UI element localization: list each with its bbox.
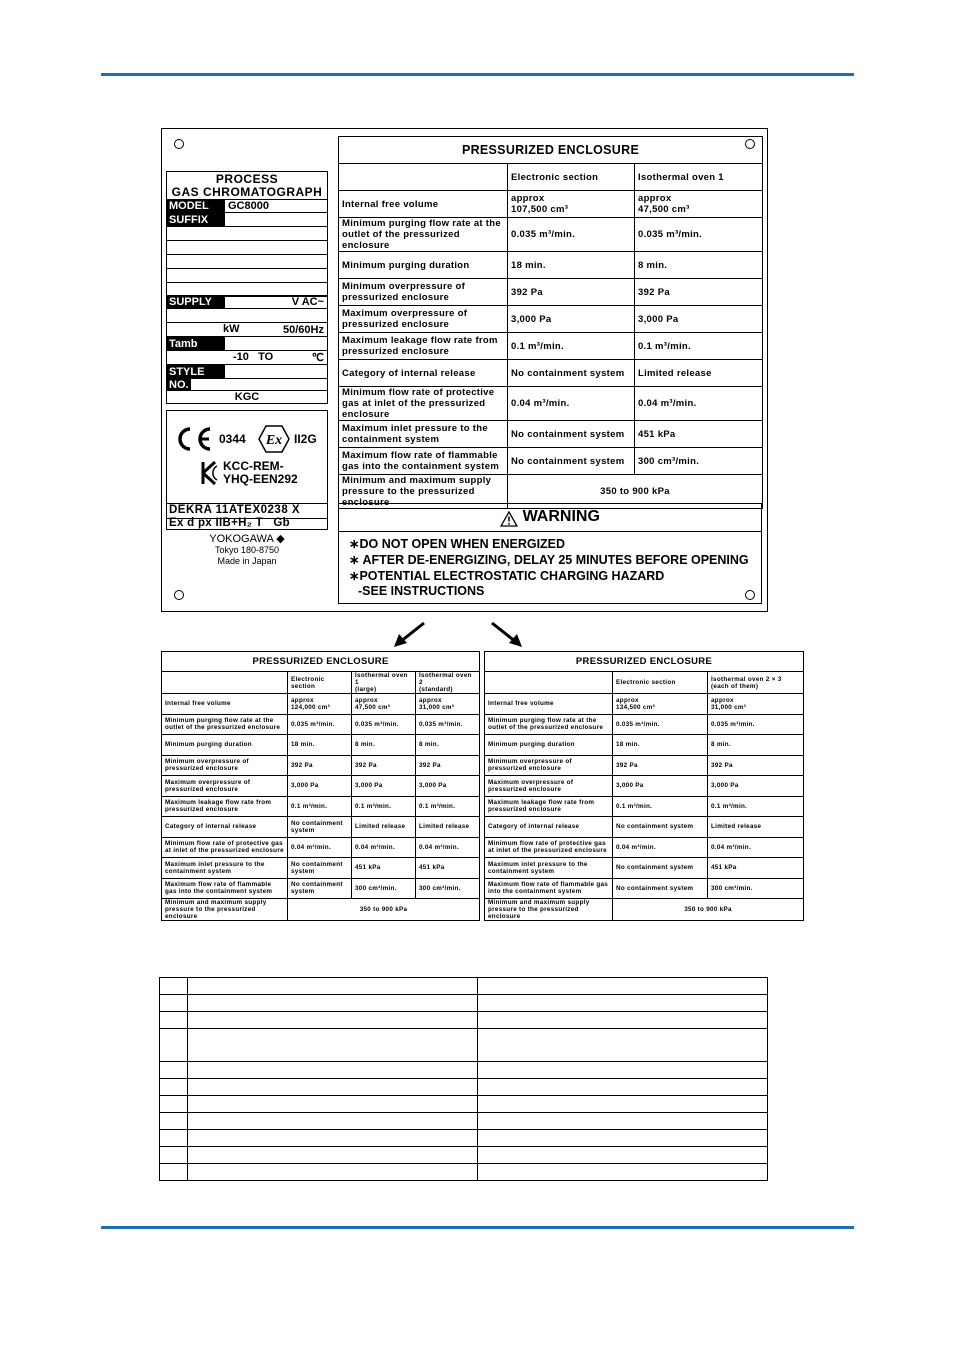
table-row: [485, 776, 804, 797]
tamb-value: -10 TO: [233, 351, 274, 363]
blank-cell: [160, 995, 188, 1012]
ex-hexagon-icon: [258, 425, 290, 453]
table-row: [339, 218, 763, 252]
tamb-row: [167, 337, 327, 351]
row-value: 451 kPa: [635, 421, 763, 448]
table-row: [160, 1029, 768, 1062]
row-label: Minimum overpressure of pressurized enclosure: [339, 279, 508, 306]
table-title: PRESSURIZED ENCLOSURE: [485, 652, 804, 672]
blank-cell: [188, 1062, 478, 1079]
row-value: 18 min.: [613, 735, 708, 756]
row-label: Minimum purging duration: [339, 252, 508, 279]
column-header: Electronic section: [288, 672, 352, 694]
blank-cell: [160, 1079, 188, 1096]
table-row: [485, 858, 804, 879]
supply-pressure-value: 350 to 900 kPa: [613, 899, 804, 921]
row-label: Maximum inlet pressure to the containment system: [485, 858, 613, 879]
row-label: Category of internal release: [162, 817, 288, 838]
style-label: STYLE: [167, 365, 225, 378]
row-value: 0.04 m³/min.: [635, 387, 763, 421]
table-row: [162, 694, 480, 715]
frequency-value: 50/60Hz: [283, 323, 324, 336]
row-value: 392 Pa: [635, 279, 763, 306]
row-value: Limited release: [352, 817, 416, 838]
row-value: 392 Pa: [613, 755, 708, 776]
blank-cell: [188, 1079, 478, 1096]
table-row: [162, 858, 480, 879]
supply-row: [167, 295, 327, 309]
svg-text:Ex: Ex: [265, 433, 283, 448]
blank-row: [167, 269, 327, 283]
kc-line2: YHQ-EEN292: [223, 472, 298, 486]
notified-body-number: 0344: [219, 432, 246, 446]
variant-right-table: [484, 651, 804, 921]
table-row: [162, 714, 480, 735]
row-value: 0.1 m³/min.: [508, 333, 635, 360]
title-line1: PROCESS: [215, 172, 279, 186]
blank-cell: [188, 1012, 478, 1029]
style-row: [167, 365, 327, 379]
table-row: [162, 878, 480, 899]
row-value: 392 Pa: [288, 755, 352, 776]
table-row: [339, 448, 763, 475]
warning-header: [339, 504, 761, 532]
arrow-down-right-icon: [488, 620, 528, 650]
row-value: 0.04 m³/min.: [352, 837, 416, 858]
blank-cell: [478, 1113, 768, 1130]
table-row: [485, 796, 804, 817]
table-row: [160, 1079, 768, 1096]
blank-row: [167, 241, 327, 255]
row-label: Minimum flow rate of protective gas at inlet of the pressurized enclosure: [485, 837, 613, 858]
suffix-row: [167, 213, 327, 227]
table-row: [162, 735, 480, 756]
brand-line: [166, 533, 328, 545]
table-row: [339, 191, 763, 218]
row-value: 3,000 Pa: [288, 776, 352, 797]
supply-value: V AC~: [291, 296, 324, 308]
row-value: 18 min.: [288, 735, 352, 756]
row-label: Minimum purging flow rate at the outlet of the pressurized enclosure: [339, 218, 508, 252]
row-value: 0.035 m³/min.: [613, 714, 708, 735]
blank-cell: [478, 1130, 768, 1147]
kgc-text: KGC: [234, 391, 260, 403]
row-value: 8 min.: [635, 252, 763, 279]
blank-row: [167, 309, 327, 323]
tamb-unit: ℃: [311, 352, 324, 364]
model-value: GC8000: [228, 200, 269, 212]
warning-box: [338, 503, 762, 604]
row-value: approx 107,500 cm³: [508, 191, 635, 218]
blank-cell: [478, 1012, 768, 1029]
row-value: No containment system: [613, 878, 708, 899]
row-value: 300 cm³/min.: [352, 878, 416, 899]
row-value: 0.035 m³/min.: [352, 714, 416, 735]
table-row: [485, 714, 804, 735]
table-row: [160, 978, 768, 995]
row-value: 8 min.: [708, 735, 804, 756]
blank-cell: [478, 1164, 768, 1181]
kw-label: kW: [223, 323, 240, 335]
table-row: [162, 776, 480, 797]
row-value: 0.035 m³/min.: [708, 714, 804, 735]
table-row: [485, 694, 804, 715]
row-value: 0.035 m³/min.: [416, 714, 480, 735]
table-row: [485, 878, 804, 899]
row-label: Internal free volume: [339, 191, 508, 218]
supply-pressure-label: Minimum and maximum supply pressure to the pressurized enclosure: [162, 899, 288, 921]
atex-certificate: DEKRA 11ATEX0238 X: [169, 504, 301, 516]
row-value: Limited release: [635, 360, 763, 387]
row-value: 0.035 m³/min.: [635, 218, 763, 252]
warning-title: WARNING: [522, 508, 600, 525]
row-value: 392 Pa: [416, 755, 480, 776]
row-value: No containment system: [288, 858, 352, 879]
blank-cell: [160, 1012, 188, 1029]
row-label: Maximum flow rate of flammable gas into the containment system: [162, 878, 288, 899]
row-value: Limited release: [708, 817, 804, 838]
row-label: Category of internal release: [485, 817, 613, 838]
model-row: [167, 199, 327, 213]
certification-block: [166, 410, 328, 530]
row-value: 0.04 m³/min.: [613, 837, 708, 858]
row-value: 8 min.: [416, 735, 480, 756]
diamond-icon: ◆: [276, 533, 285, 545]
table-row: [339, 360, 763, 387]
row-value: 0.1 m³/min.: [635, 333, 763, 360]
tamb-range-row: [167, 351, 327, 365]
header-rule: [101, 73, 854, 76]
row-label: Maximum leakage flow rate from pressurized enclosure: [339, 333, 508, 360]
header-blank: [162, 672, 288, 694]
blank-cell: [160, 1130, 188, 1147]
blank-cell: [160, 1029, 188, 1062]
nameplate-figure: [161, 128, 768, 612]
warning-line1: ∗DO NOT OPEN WHEN ENERGIZED: [349, 537, 566, 551]
ce-mark-icon: [173, 426, 213, 452]
blank-cell: [478, 995, 768, 1012]
table-row: [160, 1164, 768, 1181]
column-header: Electronic section: [613, 672, 708, 694]
header-blank: [339, 164, 508, 191]
suffix-label: SUFFIX: [167, 213, 225, 226]
table-row: [339, 333, 763, 360]
row-value: 0.1 m³/min.: [352, 796, 416, 817]
row-label: Internal free volume: [485, 694, 613, 715]
row-label: Maximum leakage flow rate from pressurized enclosure: [162, 796, 288, 817]
table-row: [162, 817, 480, 838]
row-value: approx 124,000 cm³: [288, 694, 352, 715]
row-value: Limited release: [416, 817, 480, 838]
row-value: 0.1 m³/min.: [416, 796, 480, 817]
row-value: 18 min.: [508, 252, 635, 279]
table-row: [160, 1130, 768, 1147]
row-value: No containment system: [288, 878, 352, 899]
row-value: 392 Pa: [508, 279, 635, 306]
row-label: Maximum inlet pressure to the containment system: [162, 858, 288, 879]
table-row: [485, 735, 804, 756]
table-row: [162, 755, 480, 776]
row-value: No containment system: [288, 817, 352, 838]
blank-cell: [478, 1062, 768, 1079]
row-label: Maximum overpressure of pressurized enclosure: [485, 776, 613, 797]
tamb-label: Tamb: [167, 337, 225, 350]
row-value: 300 cm³/min.: [708, 878, 804, 899]
blank-row: [167, 255, 327, 269]
row-label: Maximum flow rate of flammable gas into the containment system: [339, 448, 508, 475]
table-row: [162, 796, 480, 817]
row-label: Minimum flow rate of protective gas at inlet of the pressurized enclosure: [339, 387, 508, 421]
blank-cell: [160, 978, 188, 995]
table-row: [160, 1113, 768, 1130]
supply-pressure-label: Minimum and maximum supply pressure to the pressurized enclosure: [485, 899, 613, 921]
row-value: 0.04 m³/min.: [508, 387, 635, 421]
model-label: MODEL: [167, 200, 225, 212]
row-value: 8 min.: [352, 735, 416, 756]
blank-cell: [478, 1096, 768, 1113]
table-row: [160, 1096, 768, 1113]
row-value: 0.04 m³/min.: [416, 837, 480, 858]
table-row: [160, 995, 768, 1012]
column-header: Isothermal oven 1: [635, 164, 763, 191]
column-header: Isothermal oven 2 × 3 (each of them): [708, 672, 804, 694]
maker-city: Tokyo 180-8750: [214, 545, 280, 555]
no-label: NO.: [167, 379, 191, 390]
blank-cell: [478, 1029, 768, 1062]
row-label: Maximum inlet pressure to the containment system: [339, 421, 508, 448]
blank-row: [167, 227, 327, 241]
row-value: 392 Pa: [708, 755, 804, 776]
arrow-down-left-icon: [390, 620, 430, 650]
supply-pressure-value: 350 to 900 kPa: [288, 899, 480, 921]
row-value: 0.1 m³/min.: [613, 796, 708, 817]
row-value: 0.035 m³/min.: [288, 714, 352, 735]
header-blank: [485, 672, 613, 694]
row-label: Category of internal release: [339, 360, 508, 387]
row-value: 3,000 Pa: [416, 776, 480, 797]
supply-pressure-value: 350 to 900 kPa: [508, 475, 763, 509]
model-label-block: [166, 171, 328, 404]
row-label: Minimum flow rate of protective gas at inlet of the pressurized enclosure: [162, 837, 288, 858]
footer-rule: [101, 1226, 854, 1229]
blank-cell: [188, 1147, 478, 1164]
row-value: 0.1 m³/min.: [288, 796, 352, 817]
row-value: No containment system: [613, 817, 708, 838]
table-row: [339, 252, 763, 279]
blank-table: [159, 977, 768, 1181]
enclosure-table: [338, 136, 763, 509]
table-row: [162, 837, 480, 858]
row-value: No containment system: [508, 360, 635, 387]
row-label: Minimum purging flow rate at the outlet of the pressurized enclosure: [485, 714, 613, 735]
equipment-category: II2G: [294, 432, 317, 446]
table-row: [485, 817, 804, 838]
column-header: Electronic section: [508, 164, 635, 191]
row-value: approx 31,000 cm³: [708, 694, 804, 715]
row-value: 392 Pa: [352, 755, 416, 776]
row-label: Internal free volume: [162, 694, 288, 715]
warning-triangle-icon: [500, 511, 518, 527]
table-row: [485, 755, 804, 776]
row-value: 0.04 m³/min.: [708, 837, 804, 858]
blank-cell: [160, 1096, 188, 1113]
row-value: No containment system: [508, 448, 635, 475]
table-row: [339, 421, 763, 448]
title-line2: GAS CHROMATOGRAPH: [171, 185, 323, 199]
blank-cell: [188, 1113, 478, 1130]
row-value: 451 kPa: [352, 858, 416, 879]
row-label: Maximum leakage flow rate from pressurized enclosure: [485, 796, 613, 817]
row-label: Maximum overpressure of pressurized enclosure: [162, 776, 288, 797]
row-value: 3,000 Pa: [508, 306, 635, 333]
serial-row: [167, 379, 327, 391]
blank-cell: [160, 1164, 188, 1181]
maker-block: [166, 533, 328, 567]
variant-left-table: [161, 651, 480, 921]
row-value: 3,000 Pa: [635, 306, 763, 333]
blank-cell: [188, 1130, 478, 1147]
blank-cell: [188, 1029, 478, 1062]
row-value: 300 cm³/min.: [416, 878, 480, 899]
row-label: Maximum flow rate of flammable gas into the containment system: [485, 878, 613, 899]
blank-cell: [188, 978, 478, 995]
table-title: PRESSURIZED ENCLOSURE: [339, 137, 763, 164]
blank-cell: [478, 1147, 768, 1164]
row-value: 3,000 Pa: [708, 776, 804, 797]
table-row: [160, 1062, 768, 1079]
blank-cell: [160, 1113, 188, 1130]
row-value: 451 kPa: [708, 858, 804, 879]
row-value: approx 47,500 cm³: [352, 694, 416, 715]
blank-cell: [160, 1147, 188, 1164]
row-label: Minimum purging duration: [485, 735, 613, 756]
maker-origin: Made in Japan: [217, 556, 277, 566]
row-value: 3,000 Pa: [352, 776, 416, 797]
row-value: 300 cm³/min.: [635, 448, 763, 475]
row-label: Minimum overpressure of pressurized enclosure: [485, 755, 613, 776]
table-row: [339, 279, 763, 306]
warning-line4: -SEE INSTRUCTIONS: [358, 584, 485, 598]
column-header: Isothermal oven 1 (large): [352, 672, 416, 694]
warning-line2: ∗ AFTER DE-ENERGIZING, DELAY 25 MINUTES BEFORE OPENING: [349, 553, 749, 567]
supply-label: SUPPLY: [167, 296, 225, 308]
ex-marking: Ex d px IIB+H₂ T Gb: [169, 517, 290, 529]
table-row: [160, 1147, 768, 1164]
table-row: [160, 1012, 768, 1029]
mount-hole-icon: [174, 590, 184, 600]
supply-pressure-label: Minimum and maximum supply pressure to the pressurized enclosure: [339, 475, 508, 509]
column-header: Isothermal oven 2 (standard): [416, 672, 480, 694]
row-label: Minimum overpressure of pressurized enclosure: [162, 755, 288, 776]
blank-cell: [478, 1079, 768, 1096]
table-row: [339, 387, 763, 421]
row-value: No containment system: [613, 858, 708, 879]
row-value: approx 31,000 cm³: [416, 694, 480, 715]
row-value: 0.1 m³/min.: [708, 796, 804, 817]
table-title: PRESSURIZED ENCLOSURE: [162, 652, 480, 672]
blank-cell: [188, 995, 478, 1012]
row-value: 451 kPa: [416, 858, 480, 879]
kc-mark-icon: [201, 460, 219, 486]
row-value: 0.035 m³/min.: [508, 218, 635, 252]
row-label: Maximum overpressure of pressurized enclosure: [339, 306, 508, 333]
table-row: [339, 306, 763, 333]
power-row: [167, 323, 327, 337]
blank-cell: [478, 978, 768, 995]
row-value: No containment system: [508, 421, 635, 448]
warning-line3: ∗POTENTIAL ELECTROSTATIC CHARGING HAZARD: [349, 569, 665, 583]
blank-cell: [188, 1096, 478, 1113]
blank-cell: [160, 1062, 188, 1079]
row-value: approx 134,500 cm³: [613, 694, 708, 715]
kc-line1: KCC-REM-: [223, 459, 284, 473]
row-value: 0.04 m³/min.: [288, 837, 352, 858]
mount-hole-icon: [174, 139, 184, 149]
row-value: approx 47,500 cm³: [635, 191, 763, 218]
blank-cell: [188, 1164, 478, 1181]
row-value: 3,000 Pa: [613, 776, 708, 797]
brand-name: YOKOGAWA: [209, 533, 274, 545]
row-label: Minimum purging flow rate at the outlet of the pressurized enclosure: [162, 714, 288, 735]
table-row: [485, 837, 804, 858]
row-label: Minimum purging duration: [162, 735, 288, 756]
